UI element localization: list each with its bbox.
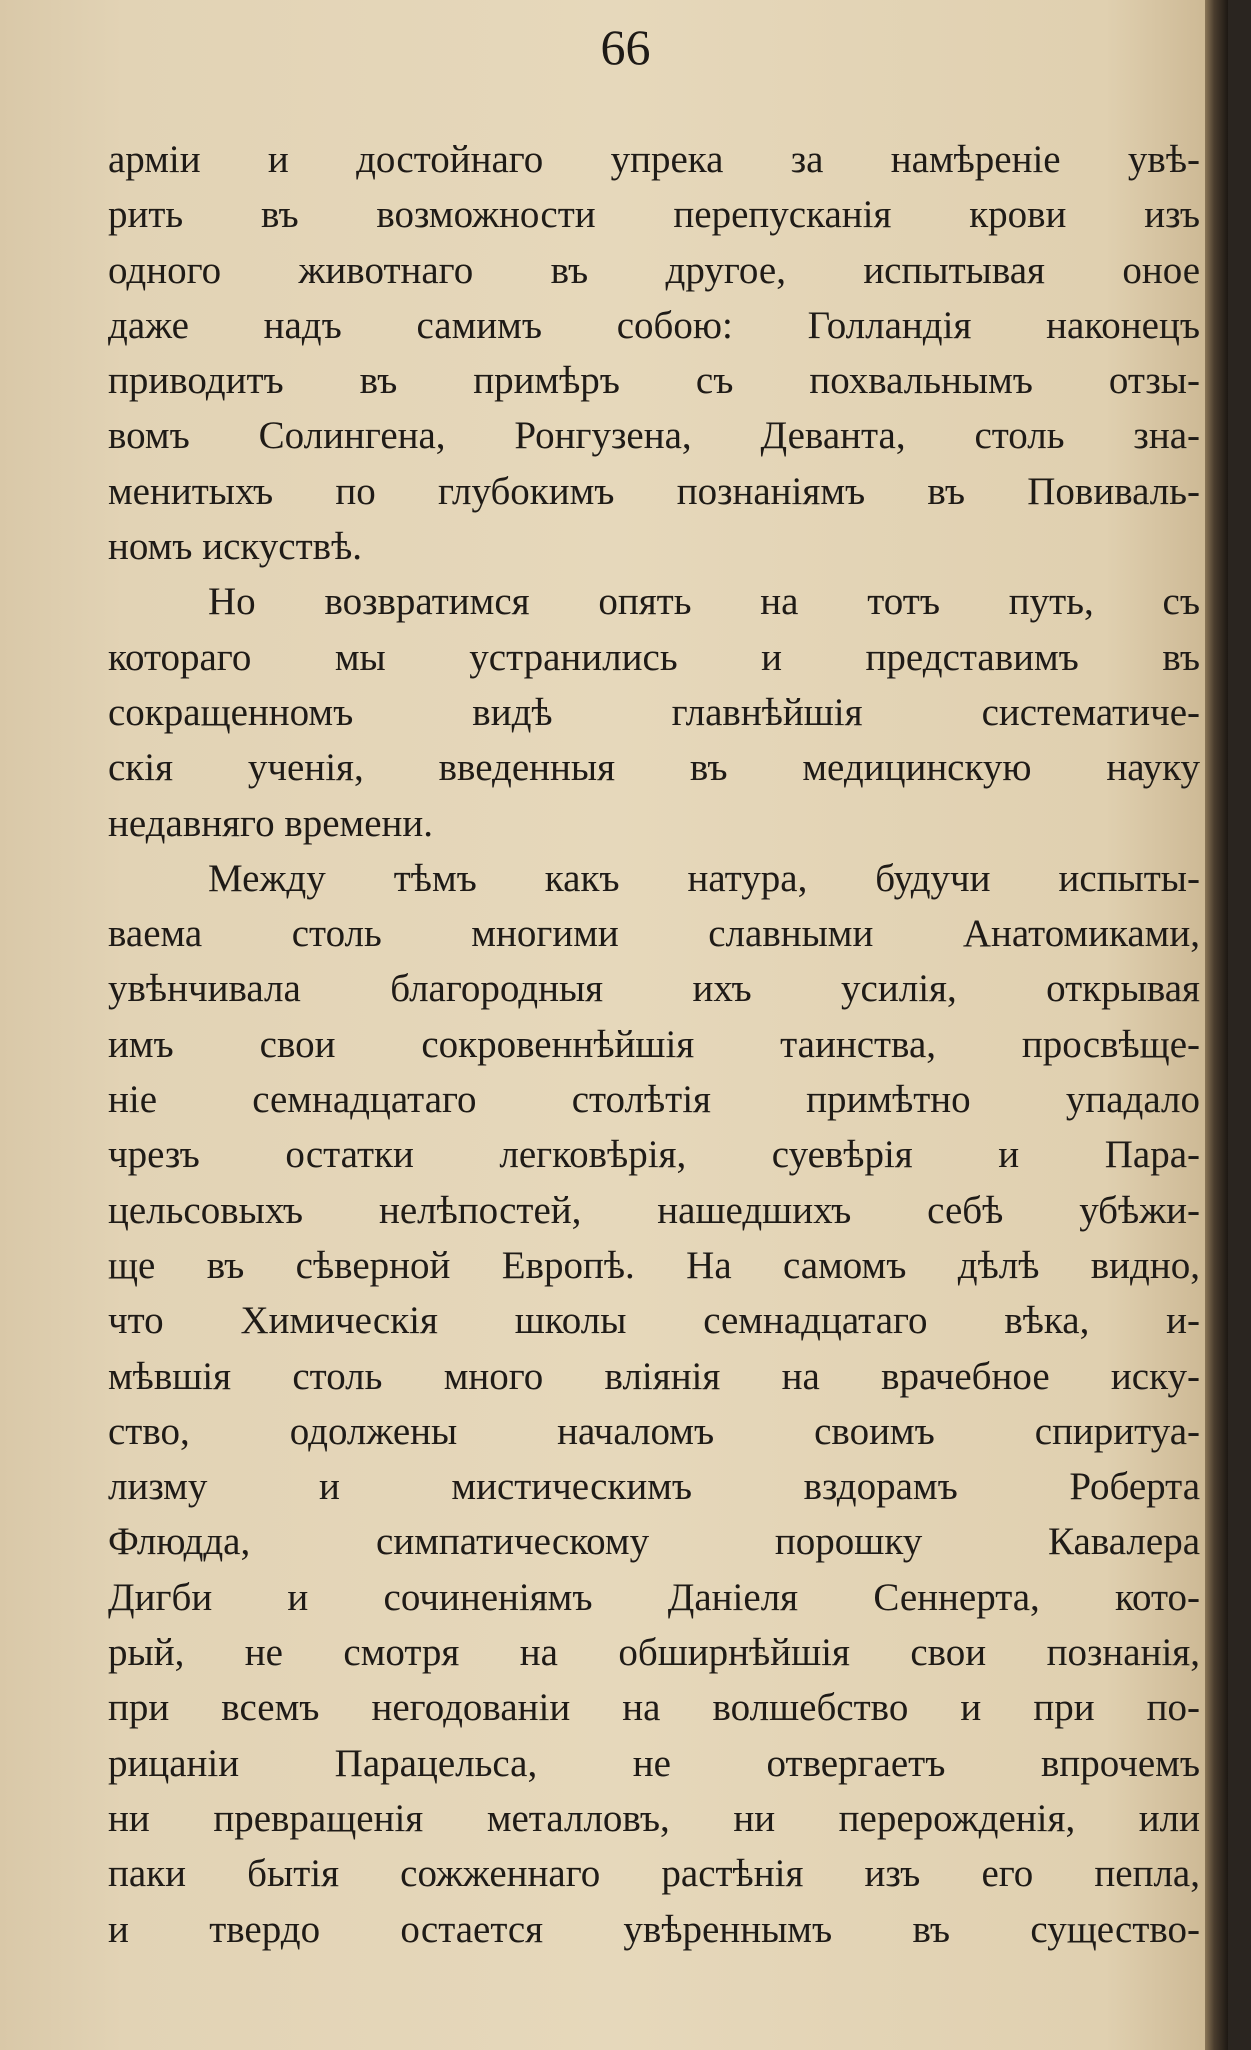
text-line: Между тѣмъ какъ натура, будучи испыты- [208,856,1200,900]
text-line: котораго мы устранились и представимъ въ [108,635,1200,679]
text-line: арміи и достойнаго упрека за намѣреніе увѣ- [108,138,1200,181]
text-line: вомъ Солингена, Ронгузена, Деванта, столь зна- [108,414,1200,458]
text-line: и твердо остается увѣреннымъ въ существо- [108,1907,1200,1951]
text-line: имъ свои сокровеннѣйшія таинства, просвѣще- [108,1022,1200,1066]
text-line: ни превращенія металловъ, ни перерожденія, или [108,1796,1200,1840]
text-line: менитыхъ по глубокимъ познаніямъ въ Повиваль- [108,469,1200,513]
page-number: 66 [600,19,651,75]
text-line: номъ искуствѣ. [108,525,362,569]
text-line: цельсовыхъ нелѣпостей, нашедшихъ себѣ убѣжи- [108,1188,1200,1232]
text-line: рить въ возможности перепусканія крови изъ [108,193,1200,237]
text-line: рый, не смотря на обширнѣйшія свои познанія, [108,1631,1200,1675]
text-line: недавняго времени. [108,801,434,845]
text-line: сокращенномъ видѣ главнѣйшія систематиче- [108,690,1200,734]
text-line: Дигби и сочиненіямъ Даніеля Сеннерта, кото- [108,1575,1200,1619]
text-line: даже надъ самимъ собою: Голландія наконецъ [108,303,1200,347]
text-line: при всемъ негодованіи на волшебство и при по- [108,1686,1200,1730]
text-line: что Химическія школы семнадцатаго вѣка, и- [108,1299,1200,1343]
text-line: Флюдда, симпатическому порошку Кавалера [108,1520,1200,1564]
text-line: одного животнаго въ другое, испытывая оное [108,248,1200,292]
text-line: увѣнчивала благородныя ихъ усилія, открывая [108,967,1200,1011]
text-line: ваема столь многими славными Анатомиками, [108,912,1200,956]
text-line: чрезъ остатки легковѣрія, суевѣрія и Пара- [108,1133,1200,1177]
text-line: Но возвратимся опять на тотъ путь, съ [208,580,1200,624]
text-line: приводитъ въ примѣръ съ похвальнымъ отзы- [108,359,1200,403]
text-line: мѣвшія столь много вліянія на врачебное иску- [108,1354,1200,1398]
text-line: ще въ сѣверной Европѣ. На самомъ дѣлѣ видно, [108,1243,1200,1287]
text-line: скія ученія, введенныя въ медицинскую науку [108,746,1200,790]
body-text [108,132,1200,1957]
text-line: рицаніи Парацельса, не отвергаетъ впрочемъ [108,1741,1200,1785]
page-edge-shadow [1205,0,1228,2050]
text-line: паки бытія сожженнаго растѣнія изъ его пепла, [108,1852,1200,1896]
text-line: ніе семнадцатаго столѣтія примѣтно упадало [108,1078,1200,1122]
text-line: ство, одолжены началомъ своимъ спиритуа- [108,1409,1200,1453]
text-line: лизму и мистическимъ вздорамъ Роберта [108,1465,1200,1509]
